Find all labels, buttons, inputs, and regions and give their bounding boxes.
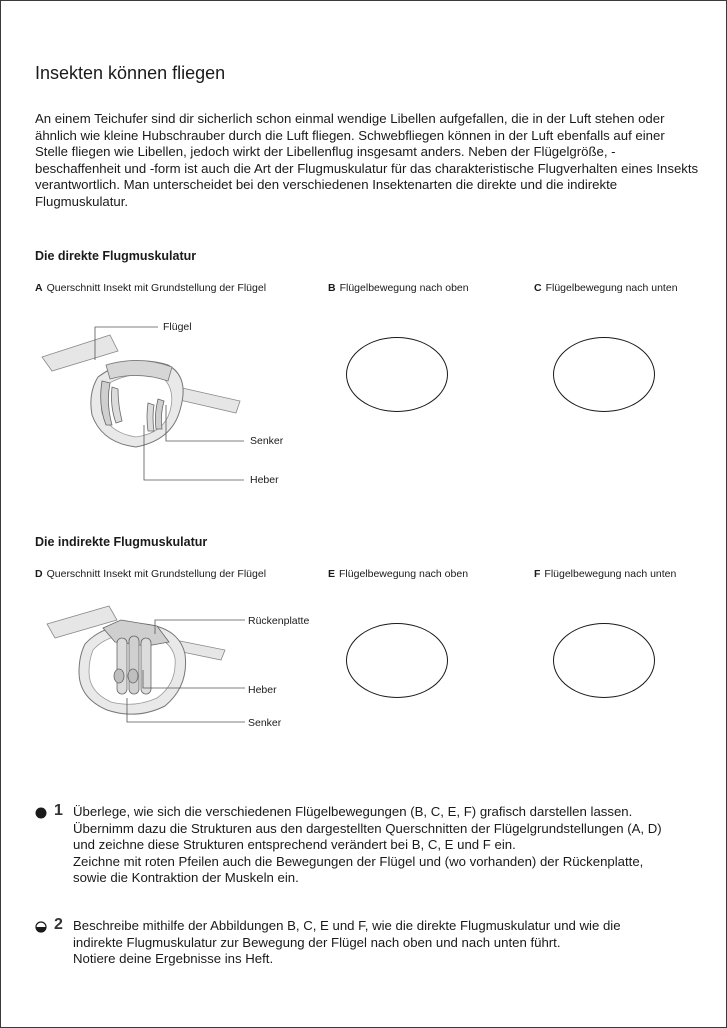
panel-c-caption: C Flügelbewegung nach unten [534,282,678,294]
half-filled-circle-icon [35,921,47,933]
intro-text: An einem Teichufer sind dir sicherlich schon einmal wendige Libellen aufgefallen, die in der Luft stehen oder ähnlich wie kleine Hubschrauber durch die Luft fliegen. Schwebfliegen können in der Luft ebenfalls auf einer Stelle fliegen wie Libellen, jedoch wirkt der Libellenflug insgesamt anders. Neben der Flügelgröße, -beschaffenheit und -form ist auch die Art der Flugmuskulatur für das charakteristische Flugverhalten eines Insekts verantwortlich. Man unterscheidet bei den verschiedenen Insektenarten die direkte und die indirekte Flugmuskulatur. [35,111,699,209]
task-2 [35,918,700,970]
panel-e-caption: E Flügelbewegung nach oben [328,568,469,580]
panel-f-caption: F Flügelbewegung nach unten [534,568,677,580]
depressor-label-indirect: Senker [248,717,282,729]
drawing-area-f[interactable] [553,623,655,698]
filled-circle-icon [35,807,47,819]
backplate-label: Rückenplatte [248,615,310,627]
panel-a-caption: A Querschnitt Insekt mit Grundstellung der Flügel [35,282,267,294]
elevator-label-indirect: Heber [248,684,277,696]
page-title: Insekten können fliegen [35,63,226,83]
wing-label: Flügel [163,321,192,333]
drawing-area-b[interactable] [346,337,448,412]
drawing-area-e[interactable] [346,623,448,698]
direct-section-heading: Die direkte Flugmuskulatur [35,249,197,263]
elevator-label-direct: Heber [250,474,279,486]
drawing-area-c[interactable] [553,337,655,412]
indirect-section-heading: Die indirekte Flugmuskulatur [35,535,208,549]
direct-muscle-cross-section-illustration [40,315,290,495]
depressor-label-direct: Senker [250,435,284,447]
task-1-text: Überlege, wie sich die verschiedenen Flügelbewegungen (B, C, E, F) grafisch darstellen lassen. Übernimm dazu die Strukturen aus den dargestellten Querschnitten der Flügelgrundstellungen (A, D) und zeichne diese Strukturen entsprechend verändert bei B, C, E und F ein. Zeichne mit roten Pfeilen auch die Bewegungen der Flügel und (wo vorhanden) der Rückenplatte, sowie die Kontraktion der Muskeln ein. [73,804,662,886]
task-1-number: 1 [54,802,63,819]
task-1 [35,804,700,888]
panel-b-caption: B Flügelbewegung nach oben [328,282,469,294]
task-2-number: 2 [54,916,63,933]
task-2-text: Beschreibe mithilfe der Abbildungen B, C, E und F, wie die direkte Flugmuskulatur und wie die indirekte Flugmuskulatur zur Bewegung der Flügel nach oben und nach unten führt. Notiere deine Ergebnisse ins Heft. [73,918,621,967]
panel-d-caption: D Querschnitt Insekt mit Grundstellung der Flügel [35,568,267,580]
